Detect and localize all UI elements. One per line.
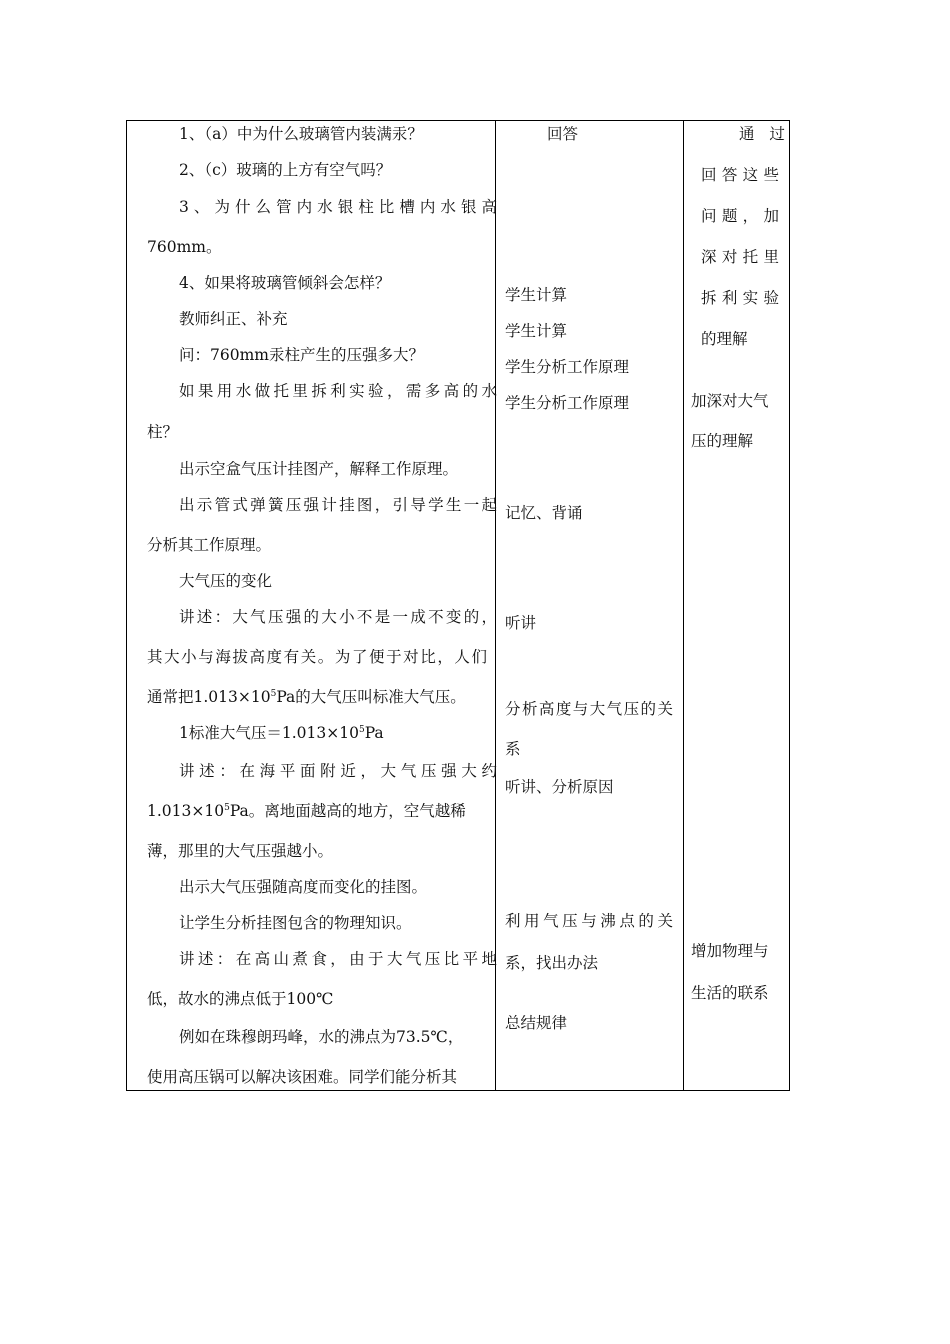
text-line: 让学生分析挂图包含的物理知识。 (179, 914, 412, 932)
text-line: 系，找出办法 (505, 954, 599, 972)
text-line: 分析其工作原理。 (147, 536, 272, 554)
text-line: 总结规律 (505, 1014, 568, 1032)
text-line: 其大小与海拔高度有关。为了便于对比，人们 (147, 648, 487, 666)
text-line: 760mm。 (147, 238, 222, 256)
text-line: 2、（c）玻璃的上方有空气吗？ (179, 161, 392, 179)
text-line: 回答这些 (701, 166, 779, 184)
text-line: 学生计算 (505, 322, 568, 340)
text-line: 问题，加 (701, 207, 779, 225)
text-line: 通常把$1.013\times 10^5Pa$的大气压叫标准大气压。 (147, 688, 466, 706)
text-line: 听讲、分析原因 (505, 778, 614, 796)
text-line: 通 过 (739, 125, 785, 143)
text-line: 生活的联系 (691, 984, 769, 1002)
text-line: 系 (505, 740, 521, 758)
text-line: 压的理解 (691, 432, 754, 450)
column-divider (495, 121, 496, 1090)
text-line: 3、为什么管内水银柱比槽内水银高 (179, 198, 497, 216)
text-line: 柱？ (147, 423, 179, 441)
section-heading: 大气压的变化 (179, 572, 273, 590)
text-line: 低，故水的沸点低于100℃ (147, 990, 334, 1008)
text-line: 如果用水做托里拆利实验，需多高的水 (179, 382, 497, 400)
text-line: 薄，那里的大气压强越小。 (147, 842, 334, 860)
text-line: 加深对大气 (691, 392, 769, 410)
text-line: 例如在珠穆朗玛峰，水的沸点为73.5℃， (179, 1028, 464, 1046)
text-line: 听讲 (505, 614, 537, 632)
text-line: 利用气压与沸点的关 (505, 912, 673, 930)
text-line: 1、（a）中为什么玻璃管内装满汞？ (179, 125, 423, 143)
column-heading: 回答 (547, 125, 579, 143)
text-line: 讲述：大气压强的大小不是一成不变的， (179, 608, 497, 626)
text-line: 记忆、背诵 (505, 504, 583, 522)
text-line: 讲述：在高山煮食，由于大气压比平地 (179, 950, 497, 968)
text-line: 分析高度与大气压的关 (505, 700, 673, 718)
text-line: 深对托里 (701, 248, 779, 266)
text-line: 出示管式弹簧压强计挂图，引导学生一起 (179, 496, 497, 514)
text-line: 学生分析工作原理 (505, 394, 630, 412)
column-divider (683, 121, 684, 1090)
text-line: 增加物理与 (691, 942, 769, 960)
text-line: 学生计算 (505, 286, 568, 304)
text-line: 教师纠正、补充 (179, 310, 288, 328)
text-line: 拆利实验 (701, 289, 779, 307)
text-line: $1.013\times 10^5Pa$。离地面越高的地方，空气越稀 (147, 802, 466, 820)
text-line: 出示空盒气压计挂图产，解释工作原理。 (179, 460, 459, 478)
text-line: 1标准大气压$=1.013\times 10^5Pa$ (179, 724, 384, 742)
text-line: 讲述：在海平面附近，大气压强大约 (179, 762, 497, 780)
text-line: 问：760mm汞柱产生的压强多大？ (179, 346, 424, 364)
lesson-table (126, 120, 790, 1091)
text-line: 使用高压锅可以解决该困难。同学们能分析其 (147, 1068, 458, 1086)
text-line: 的理解 (701, 330, 748, 348)
text-line: 4、如果将玻璃管倾斜会怎样？ (179, 274, 391, 292)
text-line: 学生分析工作原理 (505, 358, 630, 376)
text-line: 出示大气压强随高度而变化的挂图。 (179, 878, 428, 896)
